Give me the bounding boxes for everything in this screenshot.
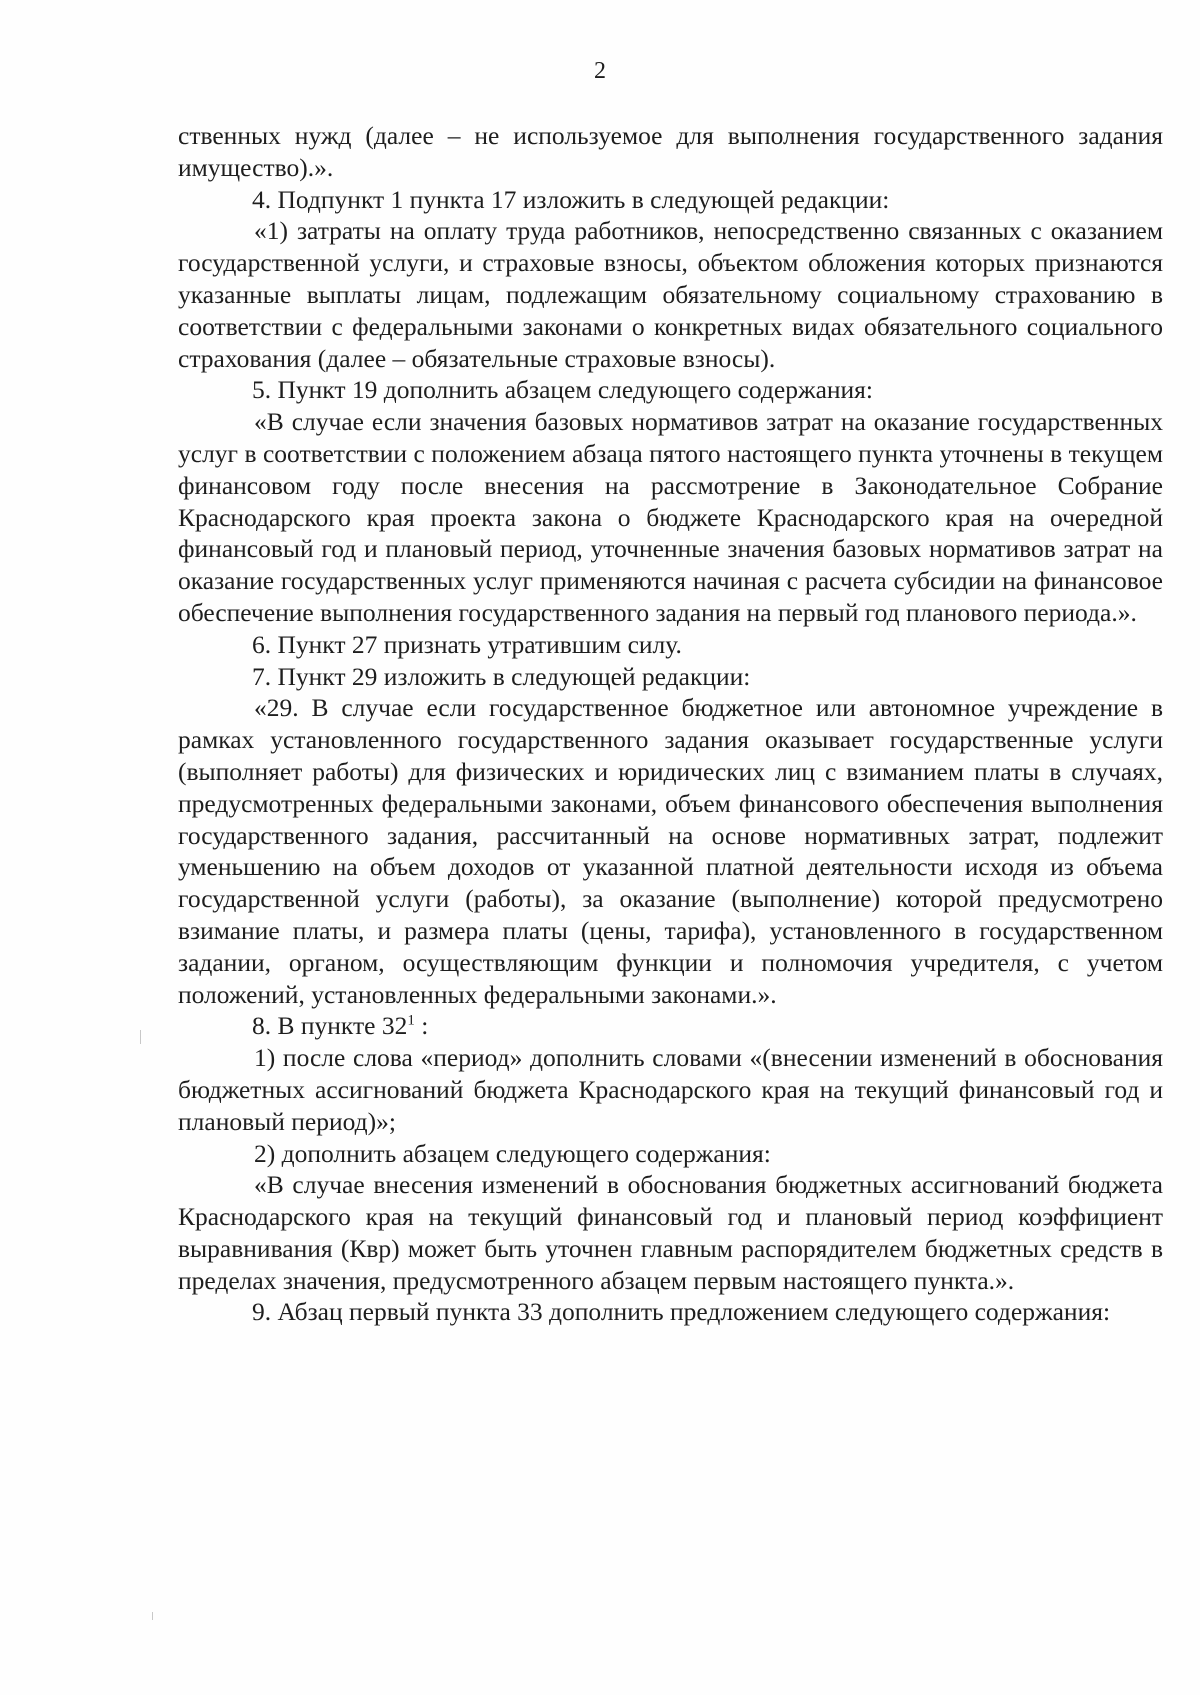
paragraph-item-8-sub-2: 2) дополнить абзацем следующего содержания: [254,1138,771,1168]
paragraph-item-8-sub-1: 1) после слова «период» дополнить словами «(внесении изменений в обоснования бюджетных ассигнований бюджета Краснодарского края на текущий финансовый год и плановый период)»; [178,1043,1163,1136]
paragraph-continuation: ственных нужд (далее – не используемое для выполнения государственного задания имущество).». [178,121,1163,182]
paragraph-item-7: 7. Пункт 29 изложить в следующей редакции: [252,661,751,691]
paragraph-quote-item-4: «1) затраты на оплату труда работников, непосредственно связанных с оказанием государственной услуги, и страховые взносы, объектом обложения которых признаются указанные выплаты лицам, подлежащим обязательному социальному страхованию в соответствии с федеральными законами о конкретных видах обязательного социального страхования (далее – обязательные страховые взносы). [178,216,1163,373]
paragraph-quote-item-7: «29. В случае если государственное бюджетное или автономное учреждение в рамках установленного государственного задания оказывает государственные услуги (выполняет работы) для физических и юридических лиц с взиманием платы в случаях, предусмотренных федеральными законами, объем финансового обеспечения выполнения государственного задания, рассчитанный на основе нормативных затрат, подлежит уменьшению на объем доходов от указанной платной деятельности исходя из объема государственной услуги (работы), за оказание (выполнение) которой предусмотрено взимание платы, и размера платы (цены, тарифа), установленного в государственном задании, органом, осуществляющим функции и полномочия учредителя, с учетом положений, установленных федеральными законами.». [178,693,1163,1009]
paragraph-item-5: 5. Пункт 19 дополнить абзацем следующего содержания: [252,375,873,405]
scan-artifact-mark [152,1612,153,1620]
item-8-text: 8. В пункте 32 [252,1011,408,1041]
paragraph-item-6: 6. Пункт 27 признать утратившим силу. [252,629,682,659]
page-number: 2 [594,58,606,84]
paragraph-quote-item-8: «В случае внесения изменений в обоснования бюджетных ассигнований бюджета Краснодарского края на текущий финансовый год и плановый период коэффициент выравнивания (Квр) может быть уточнен главным распорядителем бюджетных средств в пределах значения, предусмотренного абзацем первым настоящего пункта.». [178,1170,1163,1295]
paragraph-item-4: 4. Подпункт 1 пункта 17 изложить в следующей редакции: [252,184,890,214]
document-body [178,120,1163,1328]
item-8-colon: : [414,1011,429,1041]
paragraph-item-9: 9. Абзац первый пункта 33 дополнить предложением следующего содержания: [252,1297,1111,1327]
paragraph-item-8 [178,1010,1163,1042]
scan-artifact-mark [140,1030,141,1044]
item-8-superscript: 1 [407,1012,415,1029]
paragraph-quote-item-5: «В случае если значения базовых нормативов затрат на оказание государственных услуг в соответствии с положением абзаца пятого настоящего пункта уточнены в текущем финансовом году после внесения на рассмотрение в Законодательное Собрание Краснодарского края проекта закона о бюджете Краснодарского края на очередной финансовый год и плановый период, уточненные значения базовых нормативов затрат на оказание государственных услуг применяются начиная с расчета субсидии на финансовое обеспечение выполнения государственного задания на первый год планового периода.». [178,407,1163,627]
